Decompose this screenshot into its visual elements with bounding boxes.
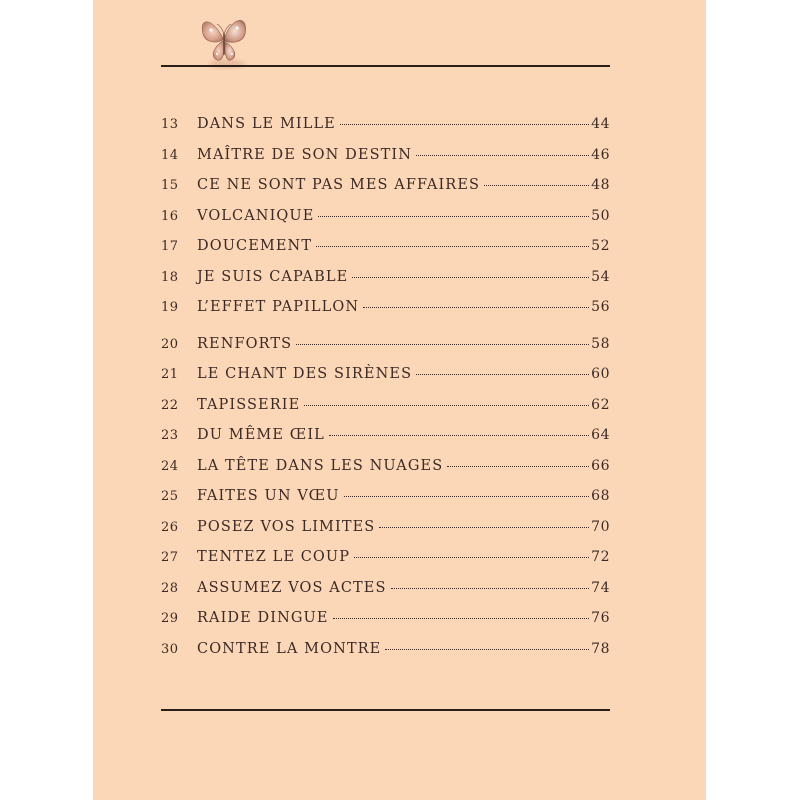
dot-leader — [296, 344, 589, 345]
dot-leader — [329, 435, 589, 436]
chapter-title: VOLCANIQUE — [197, 207, 315, 224]
page-number: 62 — [591, 396, 610, 413]
chapter-number: 17 — [161, 239, 179, 254]
dot-leader — [416, 374, 589, 375]
chapter-number: 19 — [161, 300, 179, 315]
dot-leader — [354, 557, 589, 558]
page-number: 50 — [591, 207, 610, 224]
dot-leader — [391, 588, 590, 589]
page-number: 52 — [591, 238, 610, 254]
page-number: 70 — [591, 518, 610, 535]
chapter-title: TAPISSERIE — [197, 396, 301, 413]
dot-leader — [363, 307, 589, 308]
chapter-title: DANS LE MILLE — [197, 116, 336, 132]
chapter-number: 25 — [161, 489, 179, 504]
dot-leader — [344, 496, 590, 497]
dot-leader — [316, 246, 589, 247]
page-number: 54 — [591, 268, 610, 285]
chapter-number: 28 — [161, 580, 179, 596]
page-number: 76 — [591, 610, 610, 626]
toc-entry — [161, 238, 610, 269]
page-number: 46 — [591, 146, 610, 163]
toc-entry — [161, 641, 610, 672]
page-number: 68 — [591, 488, 610, 504]
dot-leader — [304, 405, 589, 406]
page-number: 66 — [591, 457, 610, 474]
dot-leader — [416, 155, 589, 156]
book-page — [93, 0, 706, 800]
toc-entry — [161, 580, 610, 611]
chapter-title: LA TÊTE DANS LES NUAGES — [197, 457, 444, 474]
toc-entry — [161, 519, 610, 550]
dot-leader — [379, 527, 589, 528]
chapter-title: FAITES UN VŒU — [197, 488, 340, 504]
chapter-number: 21 — [161, 367, 179, 382]
page-number: 72 — [591, 549, 610, 565]
page-number: 74 — [591, 579, 610, 596]
toc-entry — [161, 299, 610, 330]
toc-entry — [161, 610, 610, 641]
table-of-contents — [161, 116, 610, 671]
dot-leader — [447, 466, 589, 467]
dot-leader — [352, 277, 589, 278]
page-number: 58 — [591, 335, 610, 352]
dot-leader — [385, 649, 589, 650]
dot-leader — [340, 124, 589, 125]
toc-entry — [161, 269, 610, 300]
chapter-title: LE CHANT DES SIRÈNES — [197, 366, 413, 382]
page-number: 44 — [591, 116, 610, 132]
toc-entry — [161, 336, 610, 367]
chapter-title: MAÎTRE DE SON DESTIN — [197, 146, 412, 163]
chapter-title: POSEZ VOS LIMITES — [197, 518, 376, 535]
chapter-number: 16 — [161, 208, 179, 224]
toc-entry — [161, 458, 610, 489]
page-number: 64 — [591, 427, 610, 443]
toc-entry — [161, 366, 610, 397]
chapter-title: DOUCEMENT — [197, 238, 313, 254]
chapter-title: CE NE SONT PAS MES AFFAIRES — [197, 177, 481, 193]
toc-entry — [161, 397, 610, 428]
chapter-number: 30 — [161, 641, 179, 657]
toc-entry — [161, 488, 610, 519]
chapter-title: RENFORTS — [197, 335, 293, 352]
chapter-title: DU MÊME ŒIL — [197, 427, 325, 443]
toc-entry — [161, 116, 610, 147]
butterfly-icon — [193, 8, 257, 72]
chapter-title: L’EFFET PAPILLON — [197, 299, 360, 315]
dot-leader — [484, 185, 589, 186]
toc-entry — [161, 549, 610, 580]
chapter-number: 23 — [161, 428, 179, 443]
top-divider — [161, 65, 610, 67]
dot-leader — [318, 216, 589, 217]
chapter-title: RAIDE DINGUE — [197, 610, 329, 626]
chapter-number: 27 — [161, 550, 179, 565]
page-number: 78 — [591, 640, 610, 657]
chapter-number: 14 — [161, 147, 179, 163]
page-number: 48 — [591, 177, 610, 193]
chapter-number: 18 — [161, 269, 179, 285]
chapter-title: TENTEZ LE COUP — [197, 549, 351, 565]
chapter-number: 20 — [161, 336, 179, 352]
toc-entry — [161, 177, 610, 208]
toc-entry — [161, 147, 610, 178]
dot-leader — [333, 618, 590, 619]
chapter-title: ASSUMEZ VOS ACTES — [197, 579, 387, 596]
toc-entry — [161, 208, 610, 239]
chapter-number: 22 — [161, 397, 179, 413]
chapter-title: CONTRE LA MONTRE — [197, 640, 382, 657]
chapter-number: 13 — [161, 117, 179, 132]
chapter-number: 15 — [161, 178, 179, 193]
chapter-title: JE SUIS CAPABLE — [197, 268, 349, 285]
chapter-number: 26 — [161, 519, 179, 535]
toc-entry — [161, 427, 610, 458]
chapter-number: 29 — [161, 611, 179, 626]
page-number: 60 — [591, 366, 610, 382]
page-number: 56 — [591, 299, 610, 315]
chapter-number: 24 — [161, 458, 179, 474]
bottom-divider — [161, 709, 610, 711]
